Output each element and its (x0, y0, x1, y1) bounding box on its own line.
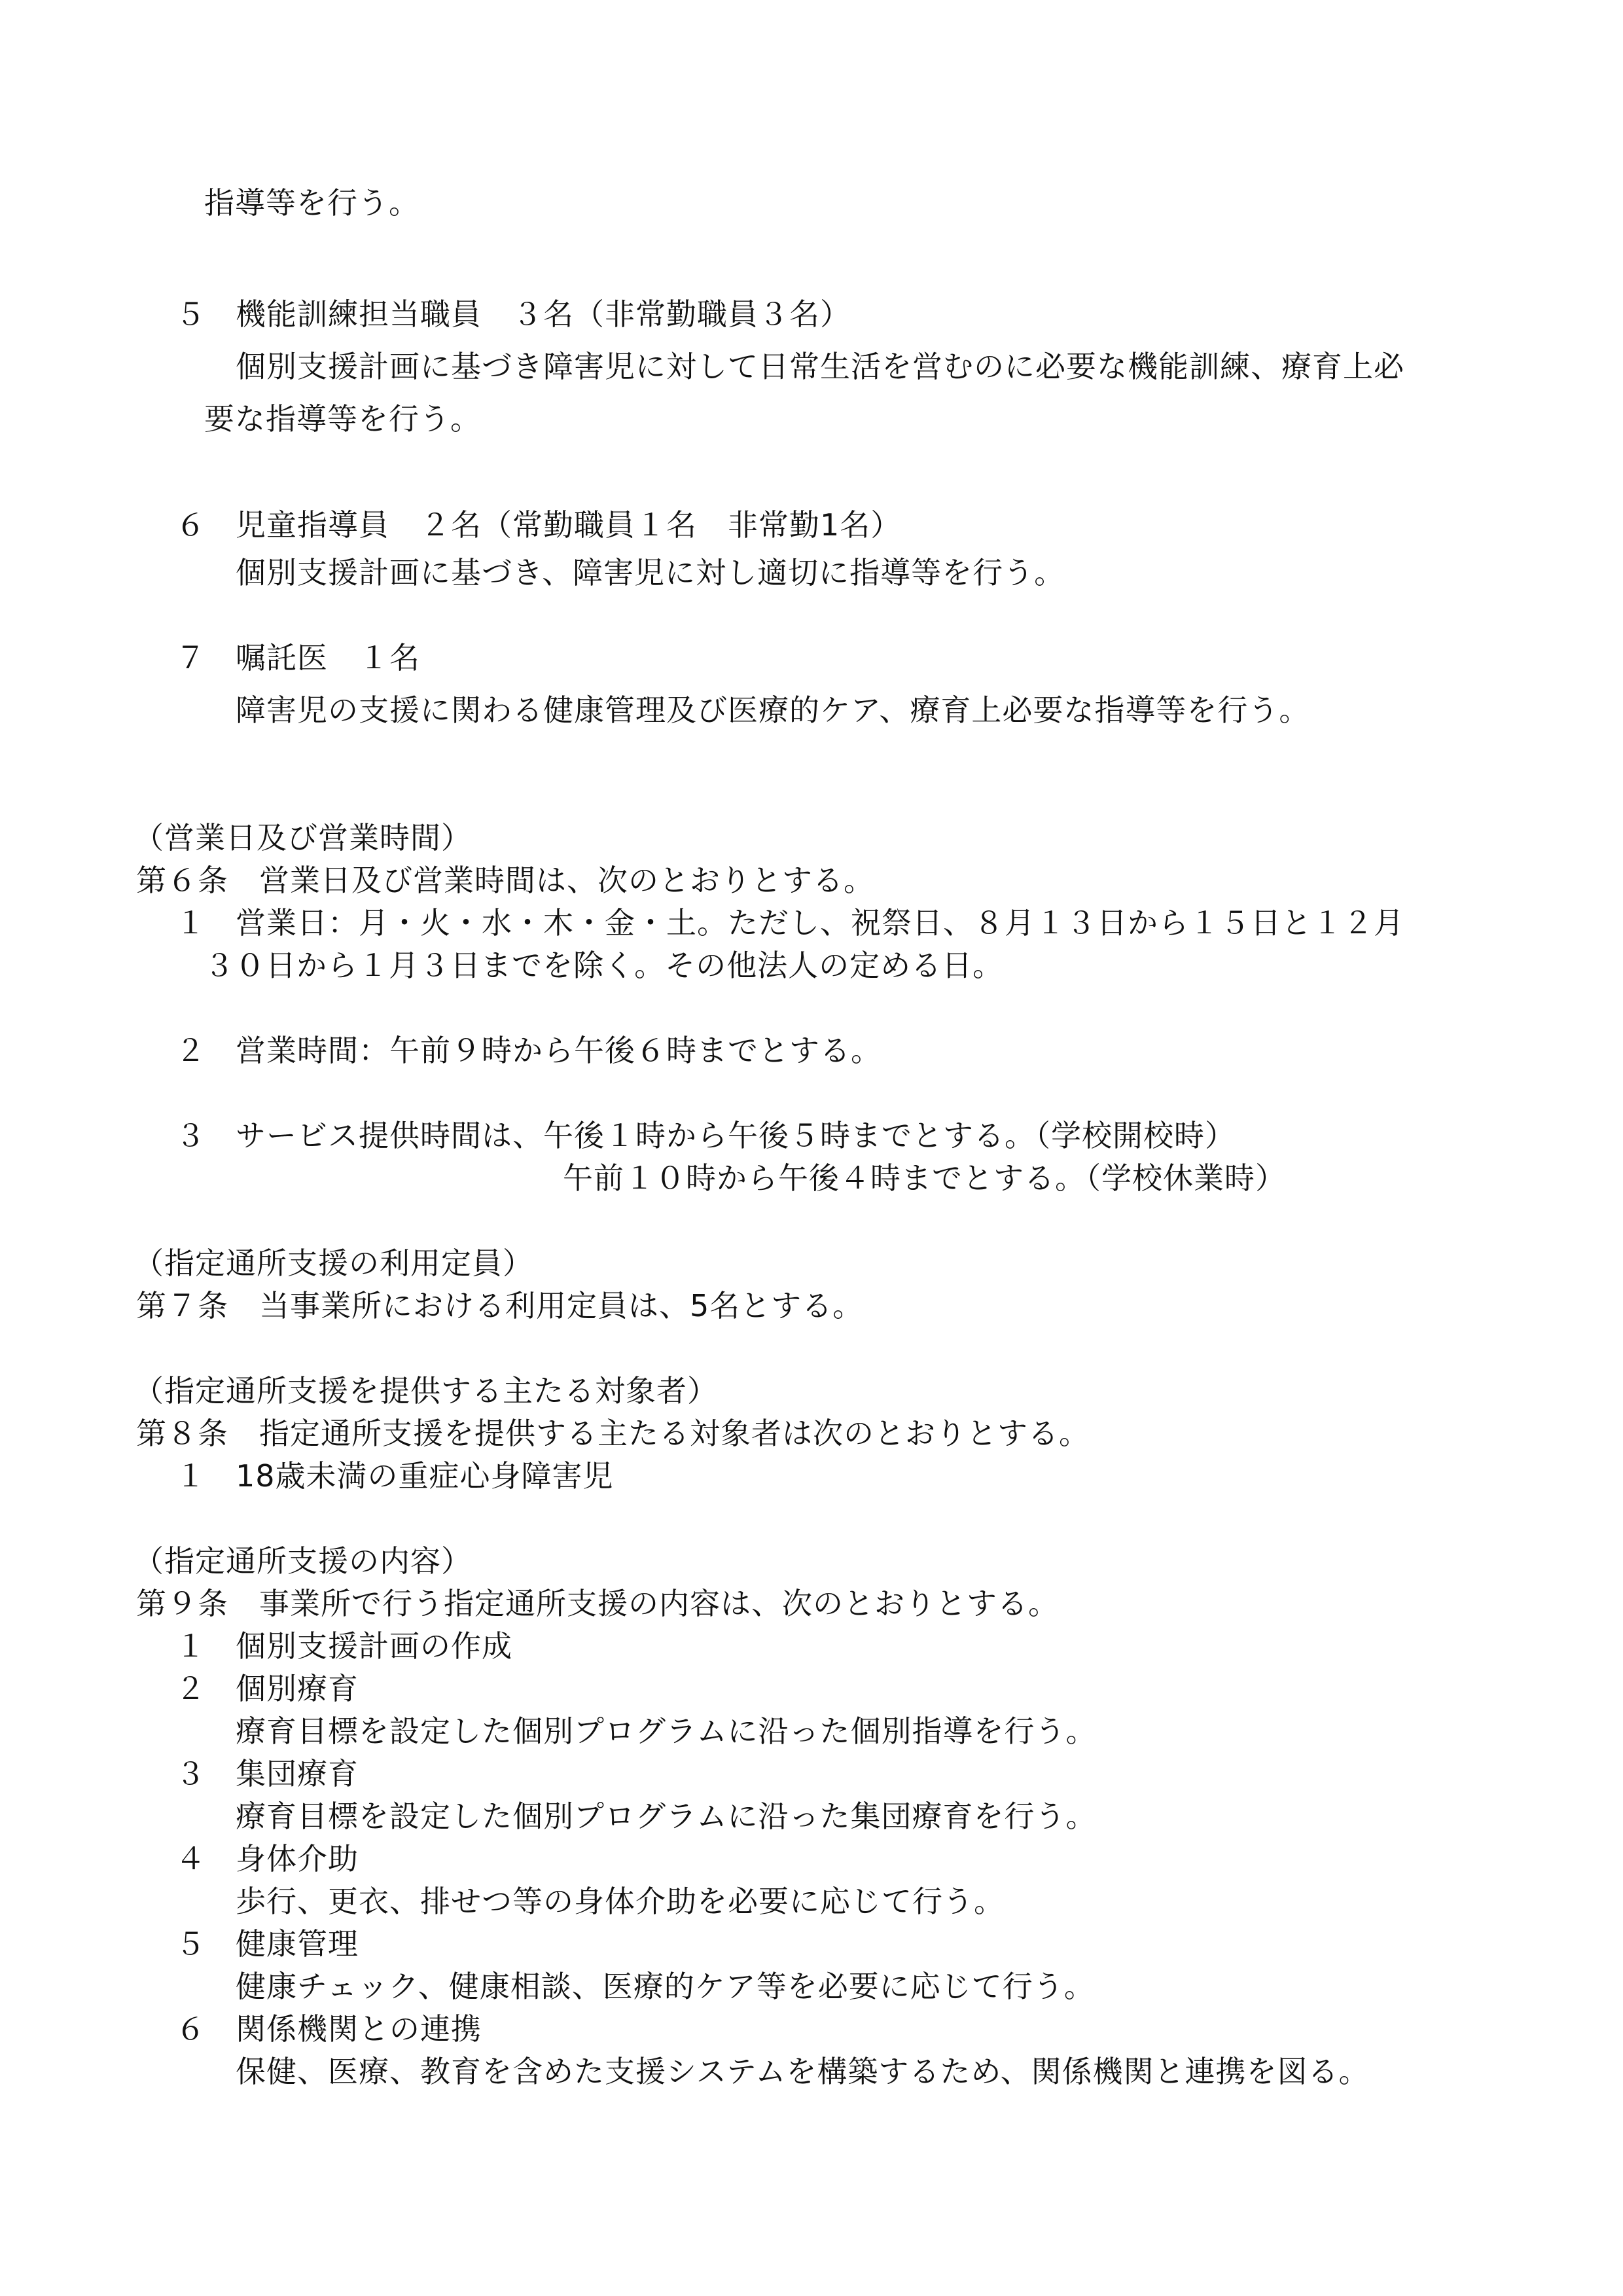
article9-item-number: ６ (175, 2011, 206, 2047)
article6-item1-number: １ (175, 905, 206, 941)
staff7-title: 嘱託医 １名 (236, 640, 420, 675)
article9-item-label: 個別療育 (236, 1671, 359, 1706)
article9-item-number: ２ (175, 1671, 206, 1706)
article6-item1-line2: ３０日から１月３日までを除く。その他法人の定める日。 (204, 948, 1004, 983)
staff5-desc-line2: 要な指導等を行う。 (204, 401, 481, 437)
article9-item-desc: 療育目標を設定した個別プログラムに沿った集団療育を行う。 (236, 1799, 1097, 1834)
article6-heading: （営業日及び営業時間） (134, 820, 472, 855)
article7-heading: （指定通所支援の利用定員） (134, 1246, 533, 1281)
staff7-number: ７ (175, 640, 206, 675)
staff5-title: 機能訓練担当職員 ３名（非常勤職員３名） (236, 296, 851, 332)
article9-item-label: 身体介助 (236, 1841, 359, 1876)
article7-title: 第７条 当事業所における利用定員は、5名とする。 (136, 1288, 864, 1323)
article9-item-desc: 健康チェック、健康相談、医療的ケア等を必要に応じて行う。 (236, 1969, 1095, 2004)
article9-item-number: ３ (175, 1756, 206, 1791)
article8-heading: （指定通所支援を提供する主たる対象者） (134, 1373, 718, 1408)
article9-item-label: 健康管理 (236, 1926, 359, 1962)
staff5-number: ５ (175, 296, 206, 332)
staff6-number: ６ (175, 507, 206, 543)
article9-title: 第９条 事業所で行う指定通所支援の内容は、次のとおりとする。 (136, 1586, 1059, 1621)
paragraph-tail: 指導等を行う。 (204, 185, 419, 221)
article6-item2-text: 営業時間：午前９時から午後６時までとする。 (236, 1033, 882, 1068)
article9-item-number: １ (175, 1628, 206, 1664)
article9-item-label: 集団療育 (236, 1756, 359, 1791)
article8-title: 第８条 指定通所支援を提供する主たる対象者は次のとおりとする。 (136, 1416, 1090, 1451)
article9-item-label: 個別支援計画の作成 (236, 1628, 512, 1664)
article9-item-desc: 療育目標を設定した個別プログラムに沿った個別指導を行う。 (236, 1713, 1097, 1749)
article9-item-desc: 歩行、更衣、排せつ等の身体介助を必要に応じて行う。 (236, 1884, 1005, 1919)
staff5-desc-line1: 個別支援計画に基づき障害児に対して日常生活を営むのに必要な機能訓練、療育上必 (236, 349, 1404, 384)
article9-item-desc: 保健、医療、教育を含めた支援システムを構築するため、関係機関と連携を図る。 (236, 2054, 1370, 2089)
article8-item1-number: １ (175, 1458, 206, 1494)
article6-item2-number: ２ (175, 1033, 206, 1068)
article8-item1-text: 18歳未満の重症心身障害児 (236, 1458, 614, 1494)
article6-item1-line1: 営業日：月・火・水・木・金・土。ただし、祝祭日、８月１３日から１５日と１２月 (236, 905, 1404, 941)
article9-item-number: ５ (175, 1926, 206, 1962)
article9-item-number: ４ (175, 1841, 206, 1876)
staff7-desc: 障害児の支援に関わる健康管理及び医療的ケア、療育上必要な指導等を行う。 (236, 692, 1310, 728)
article9-heading: （指定通所支援の内容） (134, 1543, 472, 1579)
article6-item3-line2: 午前１０時から午後４時までとする。（学校休業時） (563, 1160, 1286, 1196)
article6-item3-line1: サービス提供時間は、午後１時から午後５時までとする。（学校開校時） (236, 1118, 1236, 1153)
staff6-desc: 個別支援計画に基づき、障害児に対し適切に指導等を行う。 (236, 555, 1065, 590)
article9-item-label: 関係機関との連携 (236, 2011, 482, 2047)
article6-item3-number: ３ (175, 1118, 206, 1153)
article6-title: 第６条 営業日及び営業時間は、次のとおりとする。 (136, 863, 874, 898)
staff6-title: 児童指導員 ２名（常勤職員１名 非常勤1名） (236, 507, 902, 543)
